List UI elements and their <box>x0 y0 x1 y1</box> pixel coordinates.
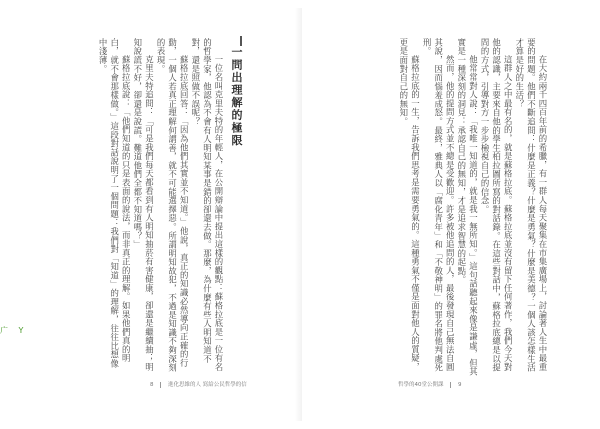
paragraph: 蘇格拉底的一生，告訴我們思考是需要勇氣的。這種勇氣不僅是面對他人的質疑，更是面對自己的無知。 <box>398 38 421 372</box>
right-page <box>302 8 590 421</box>
left-page <box>14 8 303 421</box>
paragraph: 克里夫特追問：「可是我們每天都看到有人明知抽菸有害健康，卻還是繼續抽；明知說謊不好，卻還是說謊。難道他們全都不知道嗎？」 <box>132 38 155 372</box>
book-spread <box>14 8 590 421</box>
paragraph: 他常常對人說：「我唯一知道的，就是我一無所知。」這句話聽起來像是謙虛，但其實是一種深刻的洞見：承認自己的無知，才是追求智慧的起點。 <box>456 38 479 376</box>
paragraph: 一位名叫克里夫特的年輕人，在公開辯論中提出這樣的觀點：蘇格拉底是一位有名的哲學家，他認為不會有人明知某事是錯的卻還去做。那麼，為什麼有些人明知道不對，還是照做不誤呢？ <box>190 38 224 372</box>
paragraph: 蘇格拉底說：「他們知道的只是表面的說法，而非真正的理解。如果他們真的明白，就不會那樣做。」這段對話說明了一個問題：我們對「知道」的理解，往往比想像中淺薄。 <box>98 38 132 368</box>
margin-annotation: 广 Y <box>0 326 28 335</box>
right-page-footer <box>398 380 462 388</box>
running-title: 哲學的40堂公開課 <box>398 382 444 388</box>
section-heading: 一問出理解的極限 <box>230 46 243 147</box>
heading-marker <box>240 36 242 46</box>
paragraph: 這群人之中最有名的，就是蘇格拉底。蘇格拉底並沒有留下任何著作，我們今天對他的認識，主要來自他的學生柏拉圖所寫的對話錄。在這些對話中，蘇格拉底總是以提問的方式，引導對方一步步檢視自己的信念。 <box>480 38 514 373</box>
left-page-body <box>46 38 224 376</box>
paragraph: 然而，他的提問方式並不總是受歡迎。許多被他追問的人，最後發現自己無法自圓其說，因而惱羞成怒。最終，雅典人以「腐化青年」和「不敬神明」的罪名將他判處死刑。 <box>422 38 456 373</box>
footer-divider <box>160 382 161 388</box>
running-title: 進化思維的人 寫給公民哲學的信 <box>168 382 247 388</box>
paragraph: 在大約兩千四百年前的希臘，有一群人每天聚集在市集廣場上，討論著人生中最重要的問題。他們不斷追問：什麼是正義？什麼是勇氣？什麼是美德？一個人該怎樣生活才算是好的生活？ <box>514 38 548 373</box>
gutter-shadow <box>295 8 302 421</box>
footer-divider <box>450 382 451 388</box>
page-number: 8 <box>150 382 154 388</box>
right-page-body <box>372 38 548 376</box>
left-page-footer <box>150 380 247 388</box>
page-number: 9 <box>458 382 462 388</box>
paragraph: 蘇格拉底回答：「因為他們其實並不知道。」他說，真正的知識必然導向正確的行動，一個人若真正理解何謂善，就不可能選擇惡。所謂明知故犯，不過是知識不夠深刻的表現。 <box>156 38 190 373</box>
